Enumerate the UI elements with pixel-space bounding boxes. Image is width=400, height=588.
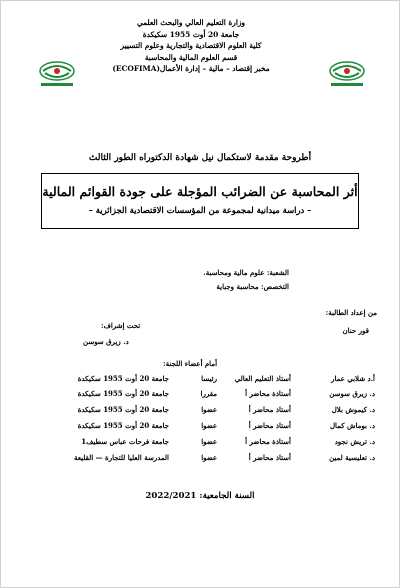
jury-member-university: جامعة فرحات عباس سطيف1 [81, 437, 169, 446]
faculty-line: كلية العلوم الاقتصادية والتجارية وعلوم التسيير [120, 41, 262, 51]
jury-row [31, 405, 375, 417]
ministry-line: وزارة التعليم العالي والبحث العلمي [136, 18, 246, 27]
jury-member-name: د. زيرق سوسن [329, 389, 375, 398]
jury-member-rank: أستاذة محاضر أ [245, 389, 291, 398]
jury-label: أمام أعضاء اللجنة: [163, 359, 218, 368]
jury-member-rank: أستاذ محاضر أ [248, 421, 291, 430]
thesis-subtitle: – دراسة ميدانية لمجموعة من المؤسسات الاقتصادية الجزائرية – [88, 205, 312, 215]
jury-member-university: جامعة 20 أوت 1955 سكيكدة [77, 405, 169, 414]
supervisor-name: د. زيرق سوسن [83, 337, 129, 346]
student-name: قور حنان [342, 326, 369, 335]
jury-member-name: أ.د شلابي عمار [331, 374, 375, 383]
jury-row [31, 437, 375, 449]
jury-member-name: د. كيموش بلال [331, 405, 375, 414]
jury-member-rank: أستاذ محاضر أ [248, 453, 291, 462]
jury-member-university: المدرسة العليا للتجارة — القليعة [73, 453, 169, 462]
jury-member-rank: أستاذة محاضر أ [245, 437, 291, 446]
jury-row [31, 374, 375, 386]
jury-member-university: جامعة 20 أوت 1955 سكيكدة [77, 421, 169, 430]
jury-row [31, 421, 375, 433]
jury-member-role: عضوا [201, 453, 217, 462]
jury-member-role: رئيسا [201, 374, 217, 383]
jury-member-name: د. تعليسية لمين [329, 453, 375, 462]
prepared-by-label: من إعداد الطالبة: [325, 308, 377, 317]
jury-member-university: جامعة 20 أوت 1955 سكيكدة [77, 389, 169, 398]
jury-member-role: عضوا [201, 437, 217, 446]
thesis-label: أطروحة مقدمة لاستكمال نيل شهادة الدكتوراه الطور الثالث [88, 153, 312, 163]
jury-member-rank: أستاذ التعليم العالي [234, 374, 291, 383]
department-line: قسم العلوم المالية والمحاسبة [144, 52, 238, 62]
jury-member-rank: أستاذ محاضر أ [248, 405, 291, 414]
institution-header [41, 17, 341, 75]
specialty-line: التخصص: محاسبة وجباية [216, 282, 289, 291]
lab-line: مخبر إقتصاد – مالية – إدارة الأعمال(ECOFIMA) [112, 64, 270, 74]
jury-member-university: جامعة 20 أوت 1955 سكيكدة [77, 374, 169, 383]
academic-year: السنة الجامعية: 2022/2021 [145, 491, 255, 501]
jury-member-role: عضوا [201, 405, 217, 414]
title-box [41, 173, 359, 229]
supervisor-label: تحت إشراف: [101, 321, 141, 330]
thesis-title: أثر المحاسبة عن الضرائب المؤجلة على جودة القوائم المالية [42, 184, 358, 199]
jury-member-role: عضوا [201, 421, 217, 430]
university-line: جامعة 20 أوت 1955 سكيكدة [142, 29, 240, 39]
jury-row [31, 389, 375, 401]
jury-member-name: د. تريش نجود [334, 437, 375, 446]
jury-member-role: مقررا [200, 389, 217, 398]
jury-member-name: د. بوماش كمال [329, 421, 375, 430]
branch-line: الشعبة: علوم مالية ومحاسبة. [203, 268, 289, 277]
jury-row [31, 453, 375, 465]
